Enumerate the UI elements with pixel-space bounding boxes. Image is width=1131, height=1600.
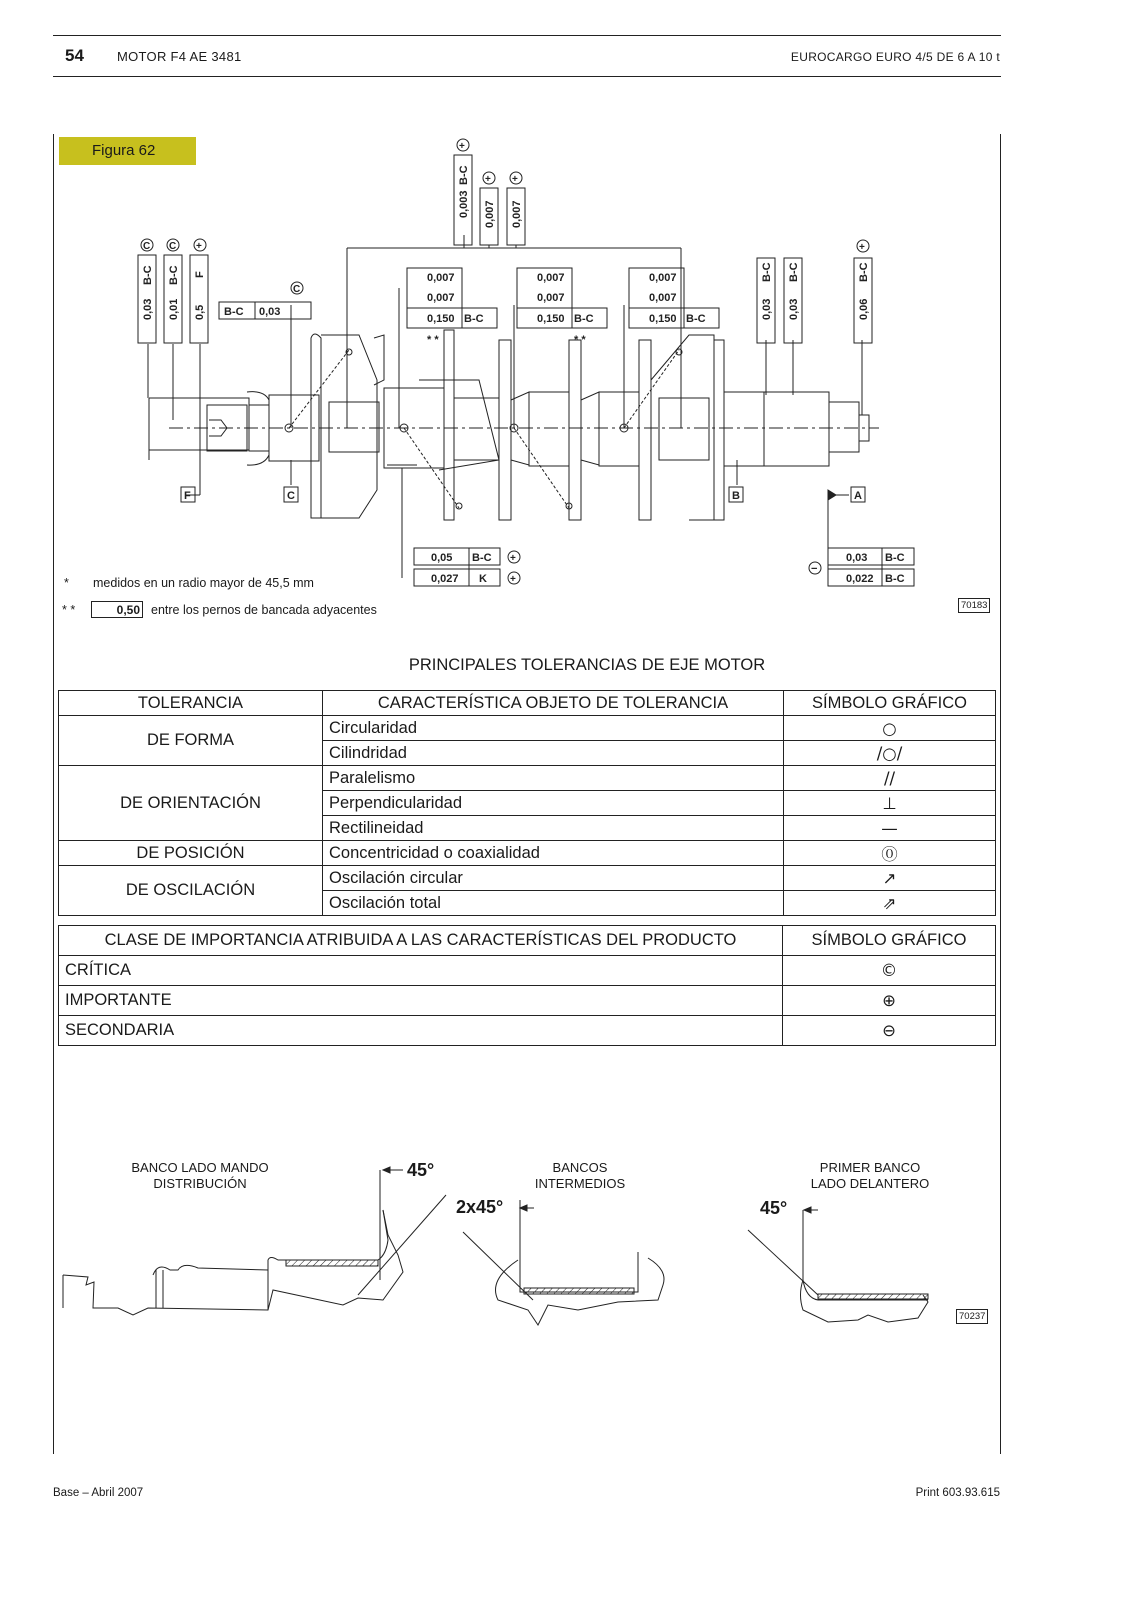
top-frame-2-tol: 0,007 bbox=[484, 200, 496, 228]
important-symbol-icon: ⊕ bbox=[783, 986, 996, 1016]
char-rectilineidad: Rectilineidad bbox=[323, 816, 784, 841]
svg-text:0,007: 0,007 bbox=[427, 292, 455, 304]
left-frame-3-datum: F bbox=[194, 271, 206, 278]
note1-marker: * bbox=[64, 576, 69, 590]
note2-marker: * * bbox=[62, 603, 76, 617]
figure2-ref: 70237 bbox=[956, 1309, 988, 1324]
right-frame-1-tol: 0,03 bbox=[761, 298, 773, 320]
row-critica: CRÍTICA bbox=[59, 956, 783, 986]
critical-symbol-icon: © bbox=[783, 956, 996, 986]
svg-text:C: C bbox=[143, 241, 151, 252]
datum-B: B bbox=[732, 490, 740, 502]
svg-text:0,007: 0,007 bbox=[649, 272, 677, 284]
th-simbolo: SÍMBOLO GRÁFICO bbox=[784, 691, 996, 716]
footer-left: Base – Abril 2007 bbox=[53, 1487, 144, 1499]
angle-2: 2x45° bbox=[456, 1197, 504, 1217]
figure1-ref: 70183 bbox=[958, 598, 990, 613]
bl-frame-1-tol: 0,05 bbox=[431, 552, 453, 564]
svg-text:B-C: B-C bbox=[464, 313, 484, 325]
svg-text:0,150: 0,150 bbox=[649, 313, 677, 325]
header-right: EUROCARGO EURO 4/5 DE 6 A 10 t bbox=[790, 50, 1000, 64]
bl-frame-2-datum: K bbox=[479, 573, 487, 585]
char-oscilacion-total: Oscilación total bbox=[323, 891, 784, 916]
parallelism-symbol-icon: // bbox=[784, 766, 996, 791]
left-frame-3-tol: 0,5 bbox=[194, 304, 206, 320]
group-oscilacion: DE OSCILACIÓN bbox=[59, 866, 323, 916]
char-paralelismo: Paralelismo bbox=[323, 766, 784, 791]
footer-right: Print 603.93.615 bbox=[915, 1487, 1000, 1499]
caption-1: BANCO LADO MANDO DISTRIBUCIÓN bbox=[131, 1160, 269, 1191]
char-concentricidad: Concentricidad o coaxialidad bbox=[323, 841, 784, 866]
th-caracteristica: CARACTERÍSTICA OBJETO DE TOLERANCIA bbox=[323, 691, 784, 716]
group-forma: DE FORMA bbox=[59, 716, 323, 766]
total-runout-symbol-icon: ⇗ bbox=[784, 891, 996, 916]
top-frame-1-tol: 0,003 bbox=[458, 190, 470, 218]
circularity-symbol-icon: ○ bbox=[784, 716, 996, 741]
pin-frame-1 bbox=[407, 268, 497, 328]
tolerances-title: PRINCIPALES TOLERANCIAS DE EJE MOTOR bbox=[408, 656, 766, 674]
straightness-symbol-icon: — bbox=[784, 816, 996, 841]
header-title: MOTOR F4 AE 3481 bbox=[117, 49, 242, 64]
left-margin-rule bbox=[53, 134, 54, 1454]
pin-frame-2 bbox=[517, 268, 607, 328]
perpendicularity-symbol-icon: ⊥ bbox=[784, 791, 996, 816]
left-frame-1-tol: 0,03 bbox=[142, 298, 154, 320]
angle-1: 45° bbox=[407, 1160, 435, 1180]
page-number: 54 bbox=[65, 46, 84, 65]
svg-text:C: C bbox=[293, 284, 301, 295]
datum-F: F bbox=[184, 490, 191, 502]
datum-C: C bbox=[287, 490, 295, 502]
th-simbolo-2: SÍMBOLO GRÁFICO bbox=[783, 926, 996, 956]
crankshaft-drawing bbox=[59, 130, 999, 600]
cylindricity-symbol-icon: /○/ bbox=[784, 741, 996, 766]
row-importante: IMPORTANTE bbox=[59, 986, 783, 1016]
circular-runout-symbol-icon: ↗ bbox=[784, 866, 996, 891]
br-frame-2-datum: B-C bbox=[885, 573, 905, 585]
chamfer-drawing bbox=[58, 1160, 998, 1340]
th-tolerancia: TOLERANCIA bbox=[59, 691, 323, 716]
note2-value: 0,50 bbox=[91, 601, 143, 618]
hframe-tol: 0,03 bbox=[259, 306, 281, 318]
stars-2: * * bbox=[574, 334, 586, 346]
svg-text:+: + bbox=[512, 174, 518, 185]
svg-text:0,007: 0,007 bbox=[427, 272, 455, 284]
top-frame-3-tol: 0,007 bbox=[511, 200, 523, 228]
right-frame-3-datum: B-C bbox=[858, 262, 870, 282]
bl-frame-1-datum: B-C bbox=[472, 552, 492, 564]
right-frame-2-tol: 0,03 bbox=[788, 298, 800, 320]
left-frame-2-tol: 0,01 bbox=[168, 298, 180, 320]
svg-text:B-C: B-C bbox=[574, 313, 594, 325]
secondary-symbol-icon: ⊖ bbox=[783, 1016, 996, 1046]
angle-3: 45° bbox=[760, 1198, 788, 1218]
svg-text:0,150: 0,150 bbox=[537, 313, 565, 325]
char-circularidad: Circularidad bbox=[323, 716, 784, 741]
svg-text:+: + bbox=[510, 574, 516, 585]
svg-text:+: + bbox=[459, 141, 465, 152]
left-frame-1-datum: B-C bbox=[142, 265, 154, 285]
br-frame-2-tol: 0,022 bbox=[846, 573, 874, 585]
top-frame-1-datum: B-C bbox=[458, 165, 470, 185]
stars-1: * * bbox=[427, 334, 439, 346]
svg-text:0,007: 0,007 bbox=[649, 292, 677, 304]
char-perpendicularidad: Perpendicularidad bbox=[323, 791, 784, 816]
note1: medidos en un radio mayor de 45,5 mm bbox=[93, 576, 314, 590]
caption-2: BANCOS INTERMEDIOS bbox=[534, 1160, 626, 1191]
right-margin-rule bbox=[1000, 134, 1001, 1454]
figure-label: Figura 62 bbox=[59, 137, 196, 165]
right-frame-3-tol: 0,06 bbox=[858, 298, 870, 320]
svg-text:+: + bbox=[859, 242, 865, 253]
importance-table bbox=[58, 925, 996, 1046]
bl-frame-2-tol: 0,027 bbox=[431, 573, 459, 585]
group-orientacion: DE ORIENTACIÓN bbox=[59, 766, 323, 841]
header-top-rule bbox=[53, 35, 1001, 36]
header-bottom-rule bbox=[53, 76, 1001, 77]
svg-text:+: + bbox=[196, 241, 202, 252]
th-clase: CLASE DE IMPORTANCIA ATRIBUIDA A LAS CARACTERÍSTICAS DEL PRODUCTO bbox=[59, 926, 783, 956]
datum-A: A bbox=[854, 490, 862, 502]
left-frame-2-datum: B-C bbox=[168, 265, 180, 285]
group-posicion: DE POSICIÓN bbox=[59, 841, 323, 866]
br-frame-1-tol: 0,03 bbox=[846, 552, 868, 564]
concentricity-symbol-icon: ⓪ bbox=[784, 841, 996, 866]
svg-text:0,007: 0,007 bbox=[537, 272, 565, 284]
right-frame-2-datum: B-C bbox=[788, 262, 800, 282]
caption-3: PRIMER BANCO LADO DELANTERO bbox=[810, 1160, 930, 1191]
svg-text:0,007: 0,007 bbox=[537, 292, 565, 304]
row-secondaria: SECONDARIA bbox=[59, 1016, 783, 1046]
tolerances-table bbox=[58, 690, 996, 916]
svg-text:B-C: B-C bbox=[686, 313, 706, 325]
char-oscilacion-circular: Oscilación circular bbox=[323, 866, 784, 891]
svg-text:C: C bbox=[169, 241, 177, 252]
svg-text:+: + bbox=[510, 553, 516, 564]
svg-text:0,150: 0,150 bbox=[427, 313, 455, 325]
svg-text:−: − bbox=[811, 563, 818, 575]
pin-frame-3 bbox=[629, 268, 719, 328]
svg-text:+: + bbox=[485, 174, 491, 185]
hframe-datum: B-C bbox=[224, 306, 244, 318]
char-cilindridad: Cilindridad bbox=[323, 741, 784, 766]
br-frame-1-datum: B-C bbox=[885, 552, 905, 564]
note2: entre los pernos de bancada adyacentes bbox=[151, 603, 377, 617]
right-frame-1-datum: B-C bbox=[761, 262, 773, 282]
